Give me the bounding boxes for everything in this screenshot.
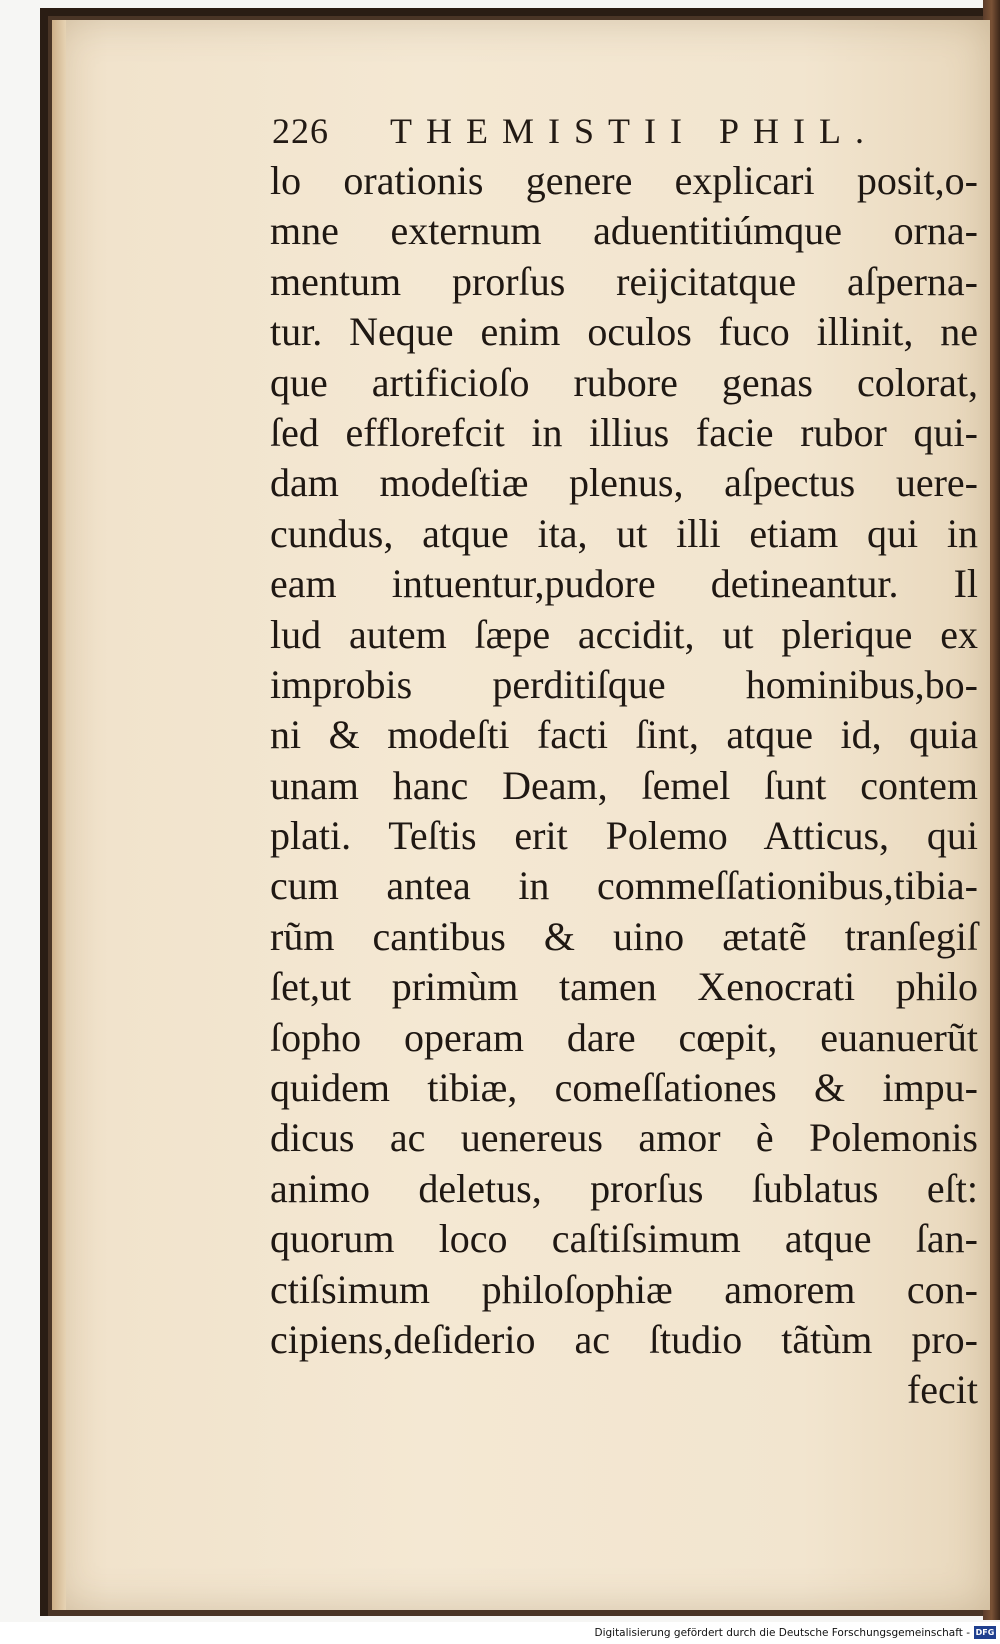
- text-line: ctiſsimum philoſophiæ amorem con-: [270, 1266, 978, 1312]
- text-line: quorum loco caſtiſsimum atque ſan-: [270, 1216, 978, 1262]
- running-title: THEMISTII PHIL.: [390, 111, 878, 151]
- text-line: tur. Neque enim oculos fuco illinit, ne: [270, 309, 978, 355]
- text-line: mne externum aduentitiúmque orna-: [270, 208, 978, 254]
- text-line: cum antea in commeſſationibus,tibia-: [270, 863, 978, 909]
- text-line: ſopho operam dare cœpit, euanuerũt: [270, 1014, 978, 1060]
- text-line: cundus, atque ita, ut illi etiam qui in: [270, 510, 978, 556]
- text-line: plati. Teſtis erit Polemo Atticus, qui: [270, 813, 978, 859]
- text-line: dicus ac uenereus amor è Polemonis: [270, 1115, 978, 1161]
- text-line: lo orationis genere explicari posit,o-: [270, 158, 978, 203]
- text-line: rũm cantibus & uino ætatẽ tranſegiſ: [270, 913, 978, 959]
- text-line: fecit: [906, 1367, 978, 1413]
- text-line: dam modeſtiæ plenus, aſpectus uere-: [270, 460, 978, 506]
- text-line: ſed efflorefcit in illius facie rubor qui-: [270, 409, 978, 455]
- text-line: lud autem ſæpe accidit, ut plerique ex: [270, 611, 978, 657]
- funding-credit: Digitalisierung gefördert durch die Deutsche Forschungsgemeinschaft -: [594, 1627, 970, 1639]
- text-line: cipiens,deſiderio ac ſtudio tãtùm pro-: [270, 1316, 978, 1362]
- text-line: quidem tibiæ, comeſſationes & impu-: [270, 1065, 978, 1111]
- text-line: que artificioſo rubore genas colorat,: [270, 359, 978, 405]
- text-line: unam hanc Deam, ſemel ſunt contem: [270, 762, 978, 808]
- text-line: improbis perditiſque hominibus,bo-: [270, 661, 978, 707]
- text-line: animo deletus, prorſus ſublatus eſt:: [270, 1165, 978, 1211]
- text-line: ſet,ut primùm tamen Xenocrati philo: [270, 964, 978, 1010]
- page-number: 226: [272, 111, 329, 151]
- dfg-logo: DFG: [975, 1628, 995, 1637]
- running-header: [272, 110, 972, 160]
- text-line: eam intuentur,pudore detineantur. Il: [270, 561, 978, 607]
- text-line: mentum prorſus reijcitatque aſperna-: [270, 258, 978, 304]
- footer-bar: [0, 1622, 1000, 1644]
- text-line: ni & modeſti facti ſint, atque id, quia: [270, 712, 978, 758]
- page-gutter: [52, 20, 66, 1610]
- body-text: [270, 156, 978, 1416]
